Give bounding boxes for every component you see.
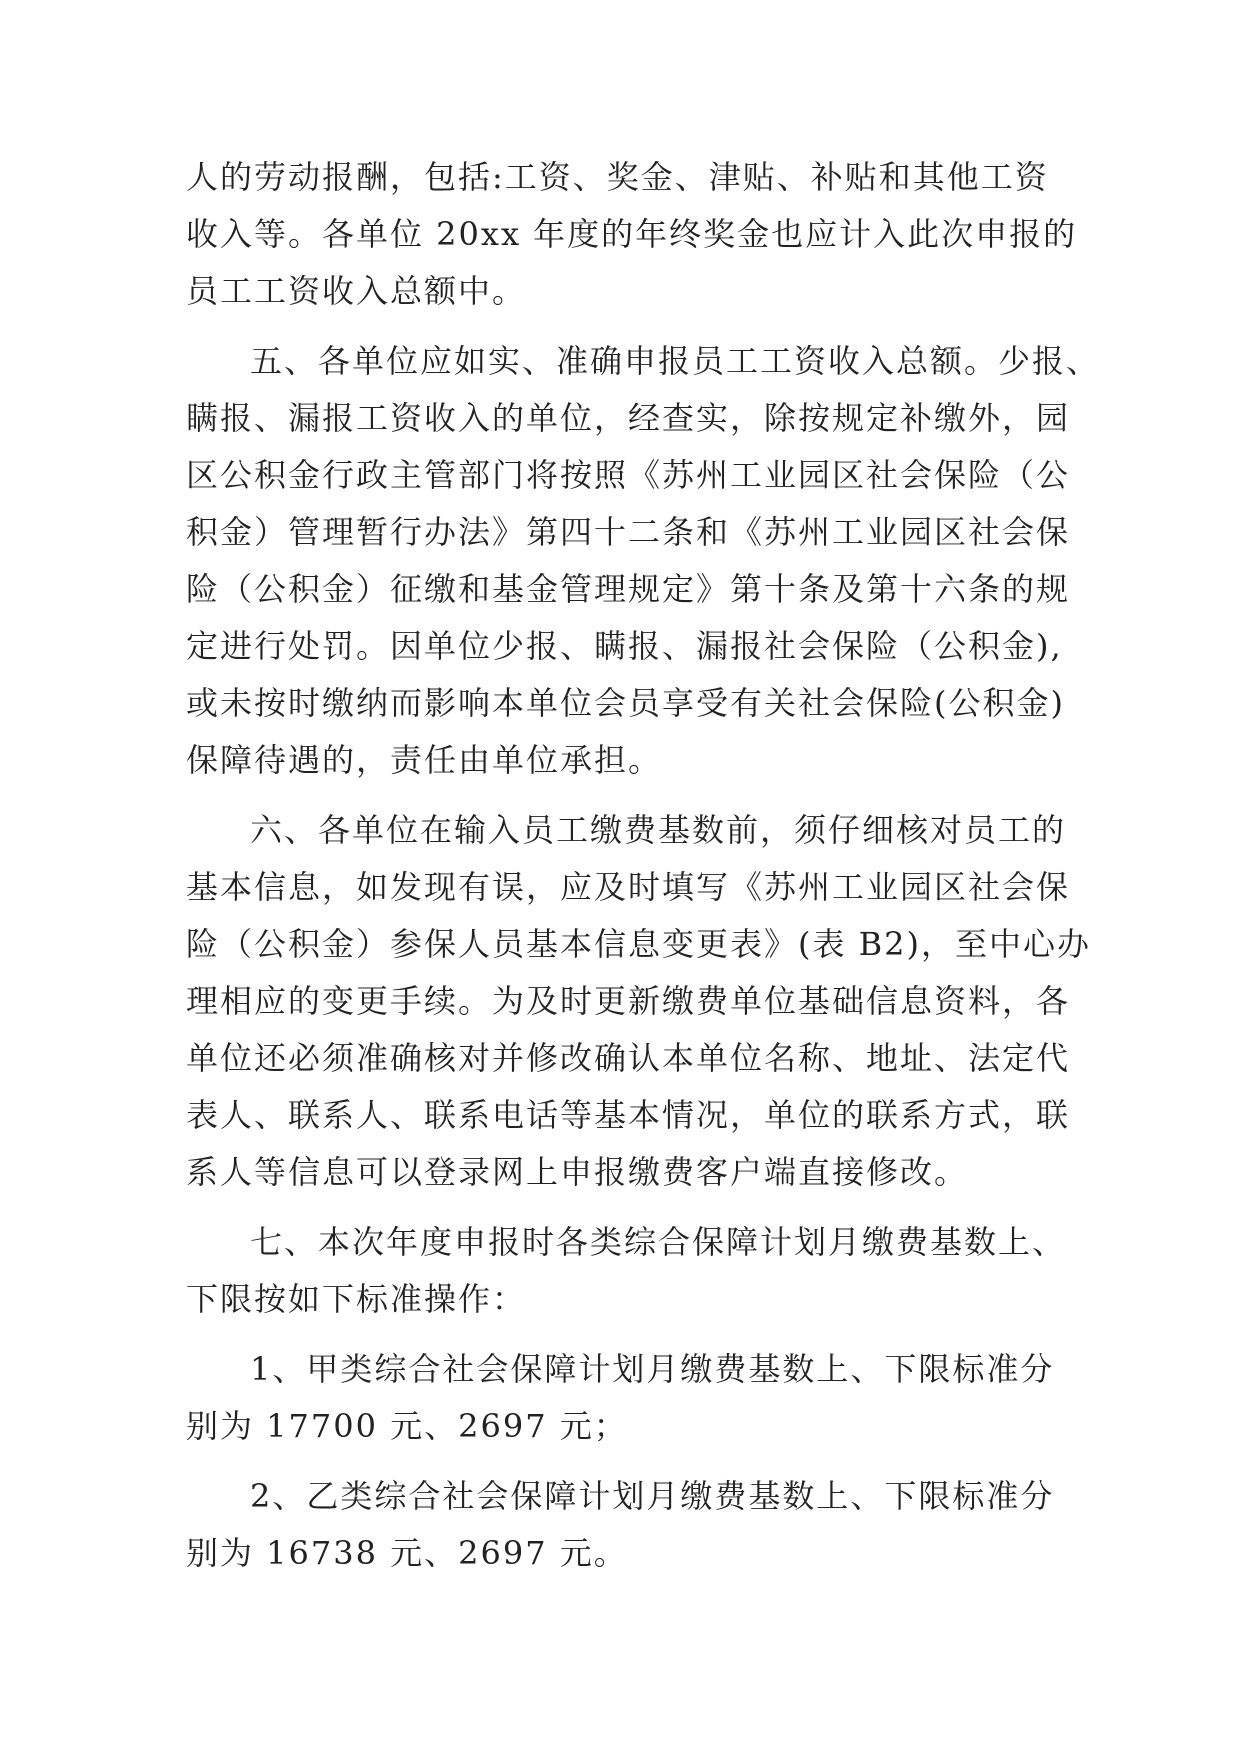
- text-line: 基本信息，如发现有误，应及时填写《苏州工业园区社会保: [186, 868, 1071, 906]
- text-line: 瞒报、漏报工资收入的单位，经查实，除按规定补缴外，园: [186, 399, 1071, 437]
- paragraph-6-first-line: 六、各单位在输入员工缴费基数前，须仔细核对员工的: [250, 811, 1067, 849]
- text-line: 定进行处罚。因单位少报、瞒报、漏报社会保险（公积金),: [186, 627, 1063, 665]
- text-line: 人的劳动报酬，包括:工资、奖金、津贴、补贴和其他工资: [186, 158, 1049, 196]
- text-line: 区公积金行政主管部门将按照《苏州工业园区社会保险（公: [186, 456, 1071, 494]
- item-1-first-line: 1、甲类综合社会保障计划月缴费基数上、下限标准分: [250, 1350, 1055, 1388]
- text-line: 收入等。各单位 20xx 年度的年终奖金也应计入此次申报的: [186, 215, 1078, 253]
- paragraph-5-first-line: 五、各单位应如实、准确申报员工工资收入总额。少报、: [250, 342, 1101, 380]
- text-line: 理相应的变更手续。为及时更新缴费单位基础信息资料，各: [186, 982, 1071, 1020]
- text-line: 系人等信息可以登录网上申报缴费客户端直接修改。: [186, 1153, 969, 1191]
- paragraph-7-first-line: 七、本次年度申报时各类综合保障计划月缴费基数上、: [250, 1223, 1067, 1261]
- text-line: 积金）管理暂行办法》第四十二条和《苏州工业园区社会保: [186, 513, 1071, 551]
- text-line: 员工工资收入总额中。: [186, 272, 527, 310]
- text-line: 或未按时缴纳而影响本单位会员享受有关社会保险(公积金): [186, 684, 1065, 722]
- text-line: 别为 16738 元、2697 元。: [186, 1534, 628, 1572]
- text-line: 险（公积金）参保人员基本信息变更表》(表 B2)，至中心办: [186, 925, 1092, 963]
- text-line: 下限按如下标准操作：: [186, 1280, 527, 1318]
- text-line: 单位还必须准确核对并修改确认本单位名称、地址、法定代: [186, 1039, 1071, 1077]
- text-line: 表人、联系人、联系电话等基本情况，单位的联系方式，联: [186, 1096, 1071, 1134]
- text-line: 险（公积金）征缴和基金管理规定》第十条及第十六条的规: [186, 570, 1071, 608]
- item-2-first-line: 2、乙类综合社会保障计划月缴费基数上、下限标准分: [250, 1477, 1055, 1515]
- text-line: 别为 17700 元、2697 元；: [186, 1407, 628, 1445]
- text-line: 保障待遇的，责任由单位承担。: [186, 741, 663, 779]
